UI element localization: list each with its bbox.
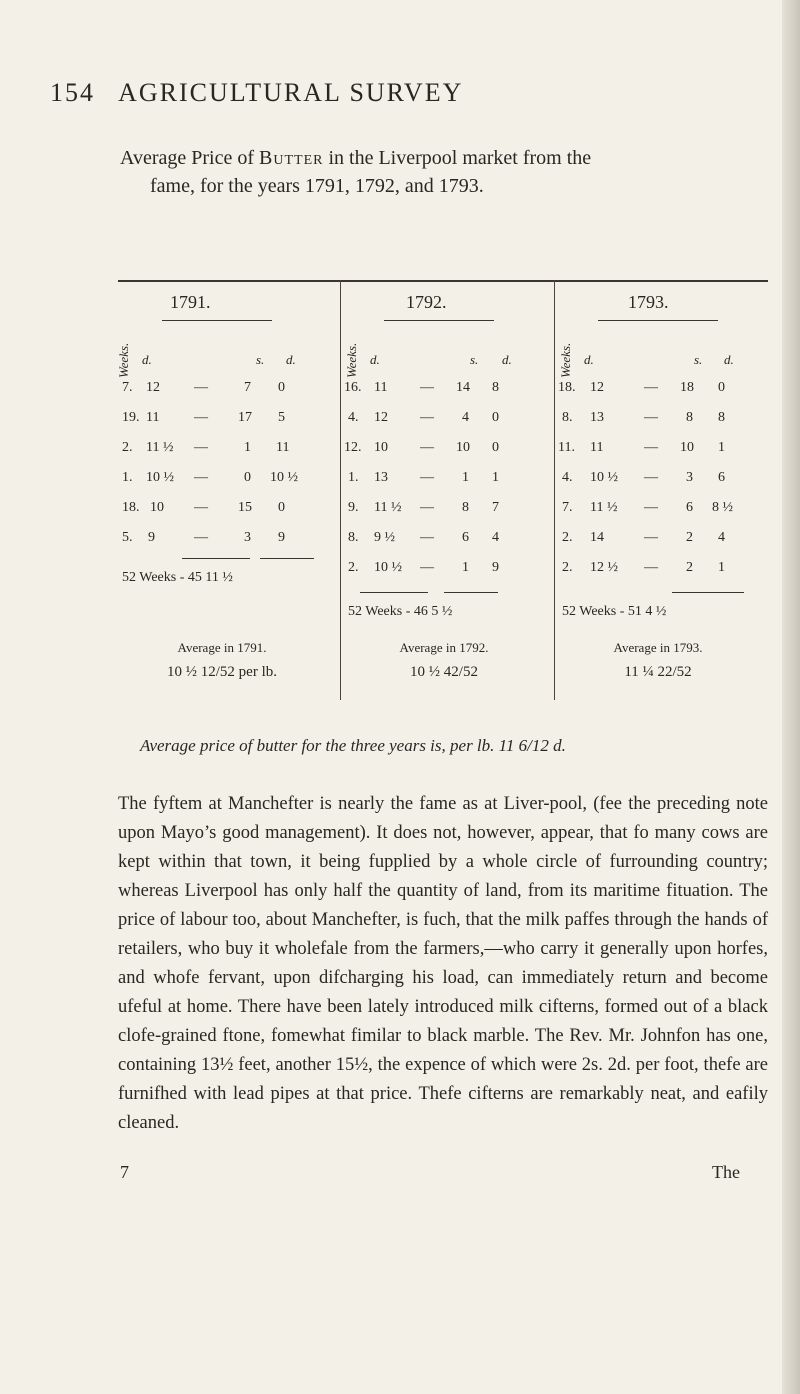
table-title: Average Price of Butter in the Liverpool market from the fame, for the years 1791, 1792, and 1793. xyxy=(120,147,592,197)
year-total: 52 Weeks - 46 5 ½ xyxy=(348,604,453,619)
sum-rule xyxy=(672,592,744,593)
col-header-s: s. xyxy=(470,352,479,367)
page-number: 154 xyxy=(50,78,95,107)
commodity-name: Butter xyxy=(259,147,324,169)
year-total: 52 Weeks - 45 11 ½ xyxy=(122,570,233,585)
year-rule xyxy=(598,320,718,321)
col-header-d2: d. xyxy=(724,352,734,367)
year-column-1793: 1793. Weeks. d. s. d. 18. 12 — 18 0 8. 13 — 8 8 11. 11 — 10 1 4. 10 ½ — 3 6 7. 11 ½ — 6 8 ½ 2. 14 — 2 4 2. 12 ½ — 2 1 52 Weeks - 51 4 ½ Average in 1793. 11 ¼ 22/52 xyxy=(554,280,768,700)
year-heading: 1793. xyxy=(628,292,669,312)
col-header-d2: d. xyxy=(502,352,512,367)
average-value: 10 ½ 12/52 per lb. xyxy=(167,664,277,680)
year-rule xyxy=(384,320,494,321)
year-heading: 1792. xyxy=(406,292,447,312)
sum-rule xyxy=(182,558,250,559)
three-year-average: Average price of butter for the three years is, per lb. 11 6/12 d. xyxy=(140,736,566,755)
weeks-label: Weeks. xyxy=(116,342,131,378)
sum-rule xyxy=(360,592,428,593)
average-value: 10 ½ 42/52 xyxy=(410,664,478,680)
year-total: 52 Weeks - 51 4 ½ xyxy=(562,604,667,619)
average-value: 11 ¼ 22/52 xyxy=(624,664,692,680)
year-rule xyxy=(162,320,272,321)
sum-rule xyxy=(260,558,314,559)
weeks-label: Weeks. xyxy=(344,342,359,378)
price-table xyxy=(118,280,768,700)
catchword: The xyxy=(712,1162,740,1182)
col-header-d2: d. xyxy=(286,352,296,367)
signature-mark: 7 xyxy=(120,1162,129,1182)
sum-rule xyxy=(444,592,498,593)
col-header-s: s. xyxy=(256,352,265,367)
weeks-label: Weeks. xyxy=(558,342,573,378)
average-label: Average in 1792. xyxy=(399,640,489,655)
page-edge xyxy=(782,0,800,1394)
body-paragraph: The fyftem at Manchefter is nearly the fame as at Liver-pool, (fee the preceding note upon Mayo’s good management). It does not, however, appear, that fo many cows are kept within that town, it being fupplied by a whole circle of furrounding country; whereas Liverpool has only half the quantity of land, from its maritime fituation. The price of labour too, about Manchefter, is fuch, that the milk paffes through the hands of retailers, who buy it wholefale from the farmers,—who carry it generally upon horfes, and whofe fervant, upon difcharging his load, can immediately return and become ufeful at home. There have been lately introduced milk cifterns, formed out of a black clofe-grained ftone, fomewhat fimilar to black marble. The Rev. Mr. Johnfon has one, containing 13½ feet, another 15½, the expence of which were 2s. 2d. per foot, thefe are furnifhed with lead pipes at that price. Thefe cifterns are remarkably neat, and eafily cleaned. xyxy=(118,794,768,1133)
year-column-1791: 1791. Weeks. d. s. d. 7. 12 — 7 0 19. 11 — 17 5 2. 11 ½ — 1 11 1. 10 ½ — 0 10 ½ 18. 10 — 15 0 5. 9 — 3 9 52 Weeks - 45 11 ½ Average in 1791. 10 ½ 12/52 per lb. xyxy=(118,280,340,700)
col-header-d: d. xyxy=(370,352,380,367)
running-title: AGRICULTURAL SURVEY xyxy=(118,78,464,107)
running-header xyxy=(50,78,463,108)
average-label: Average in 1793. xyxy=(613,640,703,655)
col-header-s: s. xyxy=(694,352,703,367)
year-heading: 1791. xyxy=(170,292,211,312)
year-column-1792: 1792. Weeks. d. s. d. 16. 11 — 14 8 4. 12 — 4 0 12. 10 — 10 0 1. 13 — 1 1 9. 11 ½ — 8 7 8. 9 ½ — 6 4 2. 10 ½ — 1 9 52 Weeks - 46 5 ½ Average in 1792. 10 ½ 42/52 xyxy=(340,280,554,700)
average-label: Average in 1791. xyxy=(177,640,267,655)
col-header-d: d. xyxy=(142,352,152,367)
col-header-d: d. xyxy=(584,352,594,367)
